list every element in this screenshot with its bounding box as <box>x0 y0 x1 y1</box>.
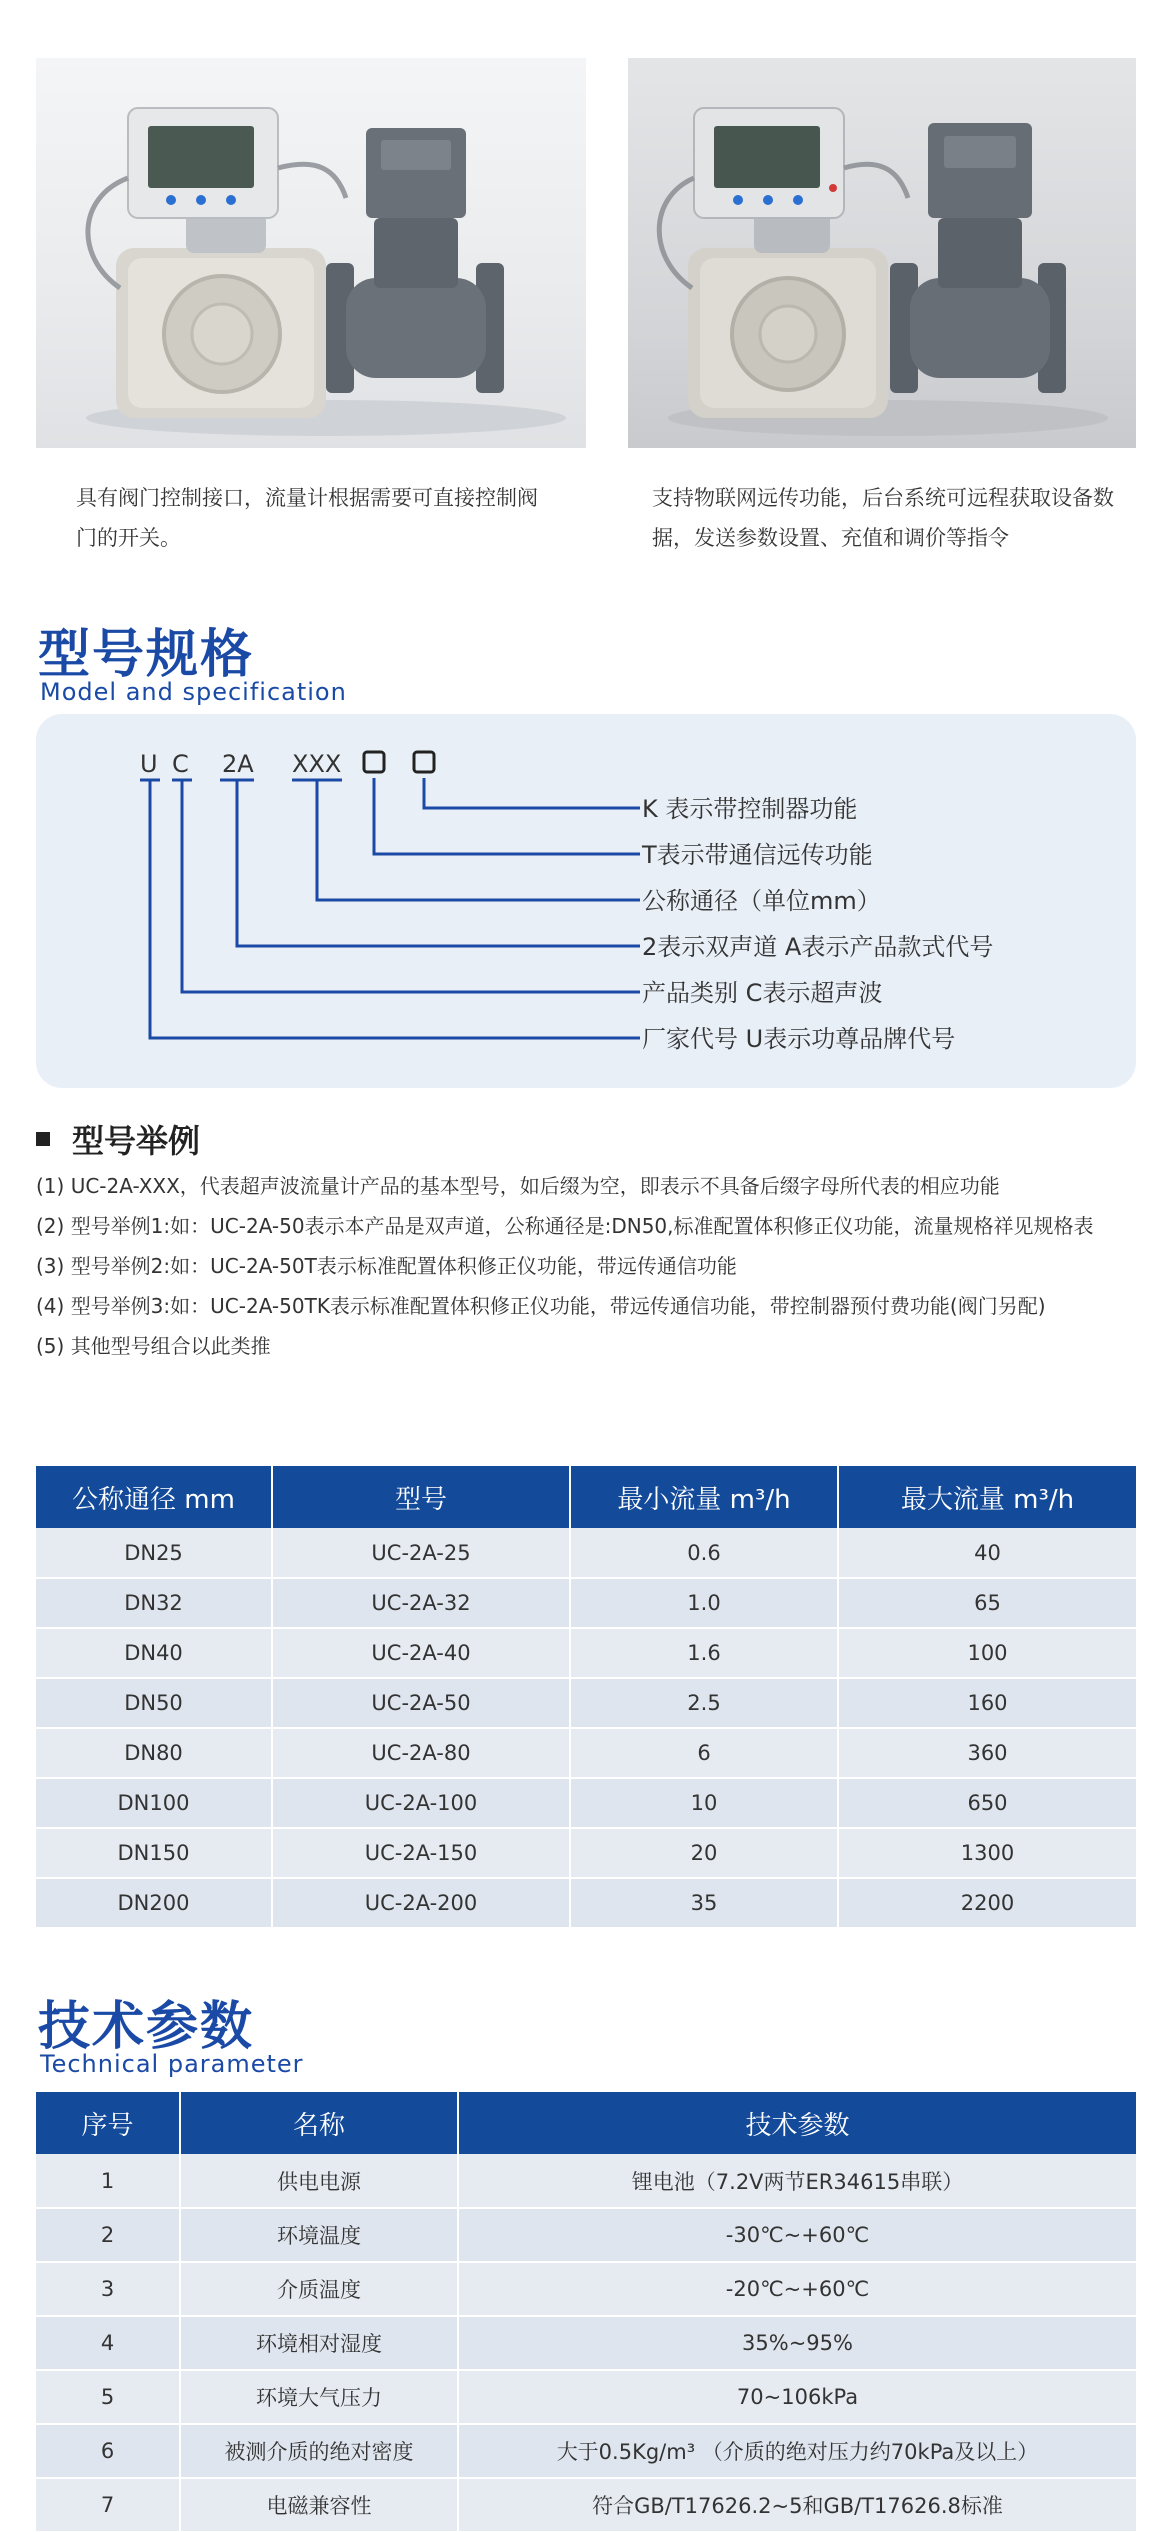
table-cell: 大于0.5Kg/m³ （介质的绝对压力约70kPa及以上） <box>458 2424 1136 2478</box>
table-cell: 锂电池（7.2V两节ER34615串联） <box>458 2154 1136 2208</box>
table-cell: UC-2A-80 <box>272 1728 570 1778</box>
table-cell: 100 <box>838 1628 1136 1678</box>
table-cell: DN80 <box>36 1728 272 1778</box>
code-letter-2a: 2A <box>222 750 254 778</box>
table-cell: 1.6 <box>570 1628 838 1678</box>
table-cell: 650 <box>838 1778 1136 1828</box>
table-row <box>36 2424 1136 2478</box>
table-row <box>36 2154 1136 2208</box>
table-cell: 1300 <box>838 1828 1136 1878</box>
table-cell: 35 <box>570 1878 838 1928</box>
table-row <box>36 1878 1136 1928</box>
table-cell: 0.6 <box>570 1528 838 1578</box>
table-cell: DN40 <box>36 1628 272 1678</box>
tech-table-header <box>36 2092 1136 2154</box>
table-row <box>36 2316 1136 2370</box>
code-slot-k <box>414 752 434 772</box>
table-cell: DN150 <box>36 1828 272 1878</box>
table-row <box>36 1528 1136 1578</box>
table-cell: UC-2A-200 <box>272 1878 570 1928</box>
table-cell: DN32 <box>36 1578 272 1628</box>
table-row <box>36 1628 1136 1678</box>
table-cell: 3 <box>36 2262 180 2316</box>
example-item: (5) 其他型号组合以此类推 <box>36 1334 271 1358</box>
table-cell: -20℃~+60℃ <box>458 2262 1136 2316</box>
example-item: (4) 型号举例3:如：UC-2A-50TK表示标准配置体积修正仪功能，带远传通信功能，带控制器预付费功能(阀门另配) <box>36 1294 1046 1318</box>
header-model: 型号 <box>272 1466 570 1528</box>
product-photo-iot-remote <box>628 58 1136 448</box>
table-cell: DN50 <box>36 1678 272 1728</box>
tech-table <box>36 2092 1136 2532</box>
table-cell: 1.0 <box>570 1578 838 1628</box>
table-cell: 2 <box>36 2208 180 2262</box>
table-cell: UC-2A-32 <box>272 1578 570 1628</box>
table-row <box>36 1728 1136 1778</box>
table-cell: 环境相对湿度 <box>180 2316 458 2370</box>
table-cell: 2.5 <box>570 1678 838 1728</box>
example-item: (3) 型号举例2:如：UC-2A-50T表示标准配置体积修正仪功能，带远传通信功能 <box>36 1254 737 1278</box>
table-row <box>36 1778 1136 1828</box>
table-cell: UC-2A-150 <box>272 1828 570 1878</box>
desc-t: T表示带通信远传功能 <box>642 841 873 869</box>
product-photo-valve-control <box>36 58 586 448</box>
table-cell: 160 <box>838 1678 1136 1728</box>
header-parameter: 技术参数 <box>458 2092 1136 2154</box>
table-cell: 360 <box>838 1728 1136 1778</box>
example-item: (1) UC-2A-XXX，代表超声波流量计产品的基本型号，如后缀为空，即表示不具备后缀字母所代表的相应功能 <box>36 1174 1000 1198</box>
table-cell: 70~106kPa <box>458 2370 1136 2424</box>
table-cell: 2200 <box>838 1878 1136 1928</box>
spec-table-header <box>36 1466 1136 1528</box>
table-cell: UC-2A-25 <box>272 1528 570 1578</box>
table-row <box>36 2370 1136 2424</box>
table-cell: 1 <box>36 2154 180 2208</box>
table-row <box>36 1578 1136 1628</box>
table-cell: 符合GB/T17626.2~5和GB/T17626.8标准 <box>458 2478 1136 2532</box>
table-cell: DN25 <box>36 1528 272 1578</box>
code-letter-u: U <box>140 750 158 778</box>
table-cell: 环境温度 <box>180 2208 458 2262</box>
table-cell: 4 <box>36 2316 180 2370</box>
table-row <box>36 2208 1136 2262</box>
tech-section-subtitle: Technical parameter <box>40 2050 304 2078</box>
table-cell: DN200 <box>36 1878 272 1928</box>
table-cell: UC-2A-50 <box>272 1678 570 1728</box>
table-row <box>36 1828 1136 1878</box>
table-cell: UC-2A-40 <box>272 1628 570 1678</box>
table-cell: 7 <box>36 2478 180 2532</box>
example-item: (2) 型号举例1:如：UC-2A-50表示本产品是双声道，公称通径是:DN50,标准配置体积修正仪功能，流量规格祥见规格表 <box>36 1214 1094 1238</box>
examples-heading <box>36 1116 200 1162</box>
caption-iot-remote: 支持物联网远传功能，后台系统可远程获取设备数据，发送参数设置、充值和调价等指令 <box>652 486 1114 550</box>
model-section-subtitle: Model and specification <box>40 678 347 706</box>
header-name: 名称 <box>180 2092 458 2154</box>
desc-c: 产品类别 C表示超声波 <box>642 979 883 1007</box>
caption-valve-control: 具有阀门控制接口，流量计根据需要可直接控制阀门的开关。 <box>76 486 538 550</box>
header-max-flow: 最大流量 m³/h <box>838 1466 1136 1528</box>
table-cell: 35%~95% <box>458 2316 1136 2370</box>
model-code-diagram <box>36 714 1136 1088</box>
table-cell: 供电电源 <box>180 2154 458 2208</box>
table-cell: 6 <box>570 1728 838 1778</box>
examples-list <box>36 1166 1140 1366</box>
desc-2a: 2表示双声道 A表示产品款式代号 <box>642 933 994 961</box>
table-cell: 介质温度 <box>180 2262 458 2316</box>
table-cell: UC-2A-100 <box>272 1778 570 1828</box>
desc-xxx: 公称通径（单位mm） <box>642 887 881 915</box>
table-cell: 环境大气压力 <box>180 2370 458 2424</box>
header-index: 序号 <box>36 2092 180 2154</box>
table-cell: 被测介质的绝对密度 <box>180 2424 458 2478</box>
table-cell: 40 <box>838 1528 1136 1578</box>
table-cell: 10 <box>570 1778 838 1828</box>
square-bullet-icon <box>36 1132 50 1146</box>
examples-heading-text: 型号举例 <box>72 1122 201 1160</box>
table-cell: 电磁兼容性 <box>180 2478 458 2532</box>
code-slot-t <box>364 752 384 772</box>
table-cell: 20 <box>570 1828 838 1878</box>
table-cell: -30℃~+60℃ <box>458 2208 1136 2262</box>
table-cell: 6 <box>36 2424 180 2478</box>
desc-k: K 表示带控制器功能 <box>642 795 858 823</box>
desc-u: 厂家代号 U表示功尊品牌代号 <box>642 1025 956 1053</box>
model-section-title: 型号规格 <box>38 625 255 685</box>
header-min-flow: 最小流量 m³/h <box>570 1466 838 1528</box>
header-nominal-diameter: 公称通径 mm <box>36 1466 272 1528</box>
spec-table <box>36 1466 1136 1929</box>
code-letter-xxx: XXX <box>292 750 342 778</box>
table-cell: 65 <box>838 1578 1136 1628</box>
table-row <box>36 1678 1136 1728</box>
table-cell: 5 <box>36 2370 180 2424</box>
table-row <box>36 2262 1136 2316</box>
tech-section-title: 技术参数 <box>38 1997 255 2057</box>
table-cell: DN100 <box>36 1778 272 1828</box>
table-row <box>36 2478 1136 2532</box>
code-letter-c: C <box>172 750 189 778</box>
